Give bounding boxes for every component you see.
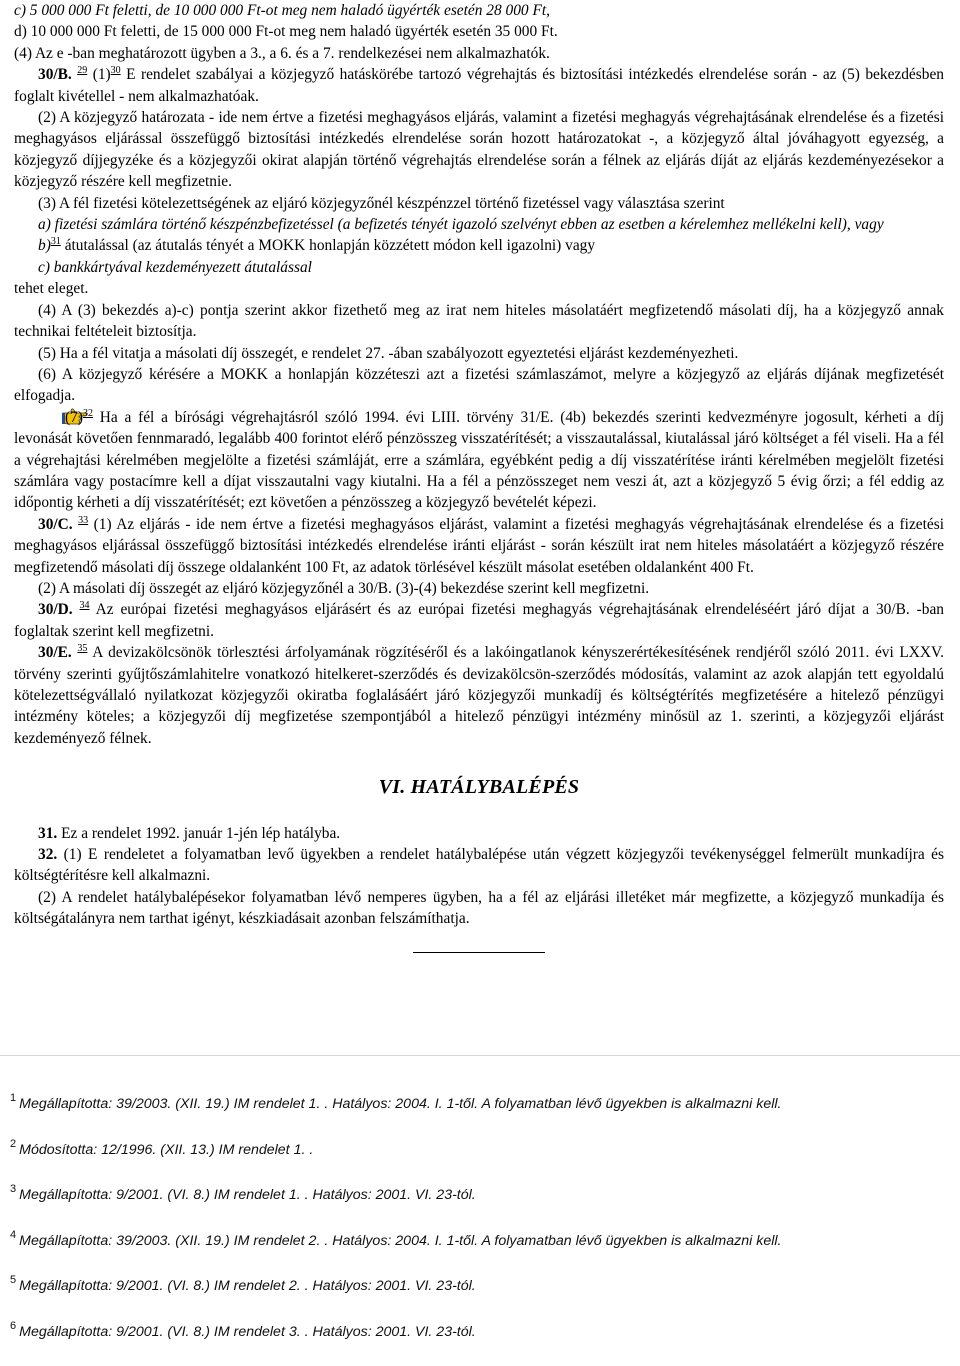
section-31: 31. Ez a rendelet 1992. január 1-jén lép hatályba. (38, 824, 341, 842)
footnote-ref[interactable]: 32 (82, 407, 93, 419)
footnote-ref[interactable]: 29 (77, 65, 88, 77)
footnotes (10, 1092, 950, 1366)
section-30e: 30/E. $^{35}$ A devizakölcsönök törlesztési árfolyamának rögzítéséről és a lakóingatlanok kényszerértékesítésének rendjéről szóló 2011. évi LXXV. törvény szerinti gyűjtőszámlahitelre vonatkozó hitelkeret-szerződés és devizakölcsön-szerződés módosítás, valamint az azok alapján tett egyoldalú kötelezettségvállaló nyilatkozat közjegyzői okiratba foglalásáért járó közjegyzői munkadíj és költségtérítés megfizetésére a hitelező pénzügyi intézmény köteles; a közjegyzői díj megfizetése szempontjából a hitelező pénzügyi intézmény minősül az 1. szerinti, a közjegyzői eljárást kezdeményező félnek. (14, 643, 944, 747)
footnote-item: $^5$ Megállapította: 9/2001. (VI. 8.) IM rendelet 2. . Hatályos: 2001. VI. 23-tól. (10, 1274, 476, 1295)
footnote-ref[interactable]: 33 (78, 514, 89, 526)
paragraph-30b-6: (6) A közjegyző kérésére a MOKK a honlapján közzéteszi azt a fizetési számlaszámot, melyre a közjegyző az eljárás díjának megfizetését elfogadja. (14, 365, 944, 405)
paragraph-c: c) 5 000 000 Ft feletti, de 10 000 000 Ft-ot meg nem haladó ügyérték esetén 28 000 Ft, (14, 2, 550, 19)
paragraph-30b-4: (4) A (3) bekezdés a)-c) pontja szerint akkor fizethető meg az irat nem hiteles másolatáért megfizetendő másolati díj, ha a közjegyző annak technikai feltételeit biztosítja. (14, 301, 944, 341)
paragraph-30b-5: (5) Ha a fél vitatja a másolati díj összegét, e rendelet 27. -ában szabályozott egyeztetési eljárást kezdeményezheti. (38, 344, 739, 362)
paragraph-d: d) 10 000 000 Ft feletti, de 15 000 000 Ft-ot meg nem haladó ügyérték esetén 35 000 Ft. (14, 23, 558, 41)
footnote-item: $^3$ Megállapította: 9/2001. (VI. 8.) IM rendelet 1. . Hatályos: 2001. VI. 23-tól. (10, 1183, 476, 1204)
paragraph-30b-7: $(7)^{32}$ Ha a fél a bírósági végrehajtásról szóló 1994. évi LIII. törvény 31/E. (4b) bekezdés szerinti kedvezményre jogosult, kérheti a díj levonását követően fennmaradó, legalább 400 forintot elérő pénzösszeg visszatérítését; a visszautalással, kiutalással járó költséget a fél viseli. Ha a fél a végrehajtási kérelmében megjelölte a fizetési számláját, erre a számlára, egyébként pedig a díj visszatérítése iránti kérelmében megjelölt fizetési számlára vagy postacímre kell a díjat visszautalni vagy kiutalni. Ha a fél a pénzösszeget nem veszi át, azt a közjegyző 5 évig őrzi; a fél eddig az időpontig kérheti a díj visszatérítését; ezt követően a pénzösszeg a közjegyző bevételét képezi. (14, 407, 945, 512)
section-30b: 30/B. $^{29}$ $(1)^{30}$ E rendelet szabályai a közjegyző hatáskörébe tartozó végrehajtás és biztosítási intézkedés elrendelése során - az (5) bekezdésben foglalt kivétellel - nem alkalmazhatóak. (14, 65, 944, 105)
pointing-hand-icon (38, 407, 64, 425)
regulation-body (14, 0, 944, 953)
section-30d: 30/D. $^{34}$ Az európai fizetési meghagyásos eljárásért és az európai fizetési meghagyás végrehajtásának elrendeléséért járó díjat a 30/B. -ban foglaltak szerint kell megfizetni. (14, 600, 944, 640)
paragraph-30b-3b: b)$^{31}$ átutalással (az átutalás tényét a MOKK honlapján közzétett módon kell igazolni) vagy (38, 236, 596, 255)
footnote-item: $^2$ Módosította: 12/1996. (XII. 13.) IM rendelet 1. . (10, 1137, 314, 1158)
footnote-ref[interactable]: 34 (79, 600, 90, 612)
footnote-separator (0, 1055, 960, 1056)
footnote-item: $^1$ Megállapította: 39/2003. (XII. 19.) IM rendelet 1. . Hatályos: 2004. I. 1-től. A folyamatban lévő ügyekben is alkalmazni kell. (10, 1092, 782, 1112)
paragraph-30c-2: (2) A másolati díj összegét az eljáró közjegyzőnél a 30/B. (3)-(4) bekezdése szerint kell megfizetni. (38, 579, 650, 597)
paragraph-4: (4) Az e -ban meghatározott ügyben a 3., a 6. és a 7. rendelkezései nem alkalmazhatók. (14, 44, 550, 62)
footnote-item: $^6$ Megállapította: 9/2001. (VI. 8.) IM rendelet 3. . Hatályos: 2001. VI. 23-tól. (10, 1319, 476, 1340)
footnote-item: $^4$ Megállapította: 39/2003. (XII. 19.) IM rendelet 2. . Hatályos: 2004. I. 1-től. A folyamatban lévő ügyekben is alkalmazni kell. (10, 1228, 782, 1249)
section-32: 32. (1) E rendeletet a folyamatban levő ügyekben a rendelet hatálybalépése után végzett közjegyzői tevékenységgel felmerült munkadíjra és költségtérítésre kell alkalmazni. (14, 846, 944, 885)
paragraph-30b-3c: c) bankkártyával kezdeményezett átutalással (38, 258, 312, 276)
paragraph-30b-3a: a) fizetési számlára történő készpénzbefizetéssel (a befizetés tényét igazoló szelvényt ebben az esetben a kérelemhez mellékelni kell), vagy (38, 216, 884, 234)
paragraph-32-2: (2) A rendelet hatálybalépésekor folyamatban lévő nemperes ügyben, ha a fél az eljárási illetéket már megfizette, a közjegyző munkadíja és költségátalányra nem tarthat igényt, készkiadásait azonban felszámíthatja. (14, 888, 944, 928)
end-divider (413, 952, 545, 953)
footnote-ref[interactable]: 30 (110, 65, 121, 77)
section-title: VI. HATÁLYBALÉPÉS (378, 776, 580, 799)
section-number: 30/B. (38, 66, 72, 84)
paragraph-30b-3: (3) A fél fizetési kötelezettségének az eljáró közjegyzőnél készpénzzel történő fizetéssel vagy választása szerint (38, 194, 725, 212)
section-30c: 30/C. $^{33}$ (1) Az eljárás - ide nem értve a fizetési meghagyásos eljárást, valamint a fizetési meghagyás végrehajtásának elrendelése és a fizetési meghagyásos eljárással összefüggő biztosítási intézkedés elrendelése iránti eljárást - során készült irat nem hiteles másolatáért a közjegyző részére megfizetendő másolati díj összege oldalanként 100 Ft, az adatok törlésével készült másolat esetében oldalanként 400 Ft. (14, 514, 944, 576)
footnote-ref[interactable]: 31 (50, 236, 61, 248)
paragraph-tehet: tehet eleget. (14, 280, 89, 298)
footnote-ref[interactable]: 35 (77, 643, 88, 655)
paragraph-30b-2: (2) A közjegyző határozata - ide nem értve a fizetési meghagyásos eljárás, valamint a fizetési meghagyás végrehajtásának elrendelése és a fizetési meghagyásos eljárással összefüggő biztosítási intézkedés elrendelése során hozott határozatokat -, a közjegyző által jóváhagyott egyezség, a közjegyző díjjegyzéke és a közjegyzői okirat alapján történő végrehajtás elrendelése során a félnek az eljárás díját az eljárás kezdeményezésekor a közjegyző részére kell megfizetnie. (14, 109, 944, 191)
document-page (14, 0, 944, 953)
